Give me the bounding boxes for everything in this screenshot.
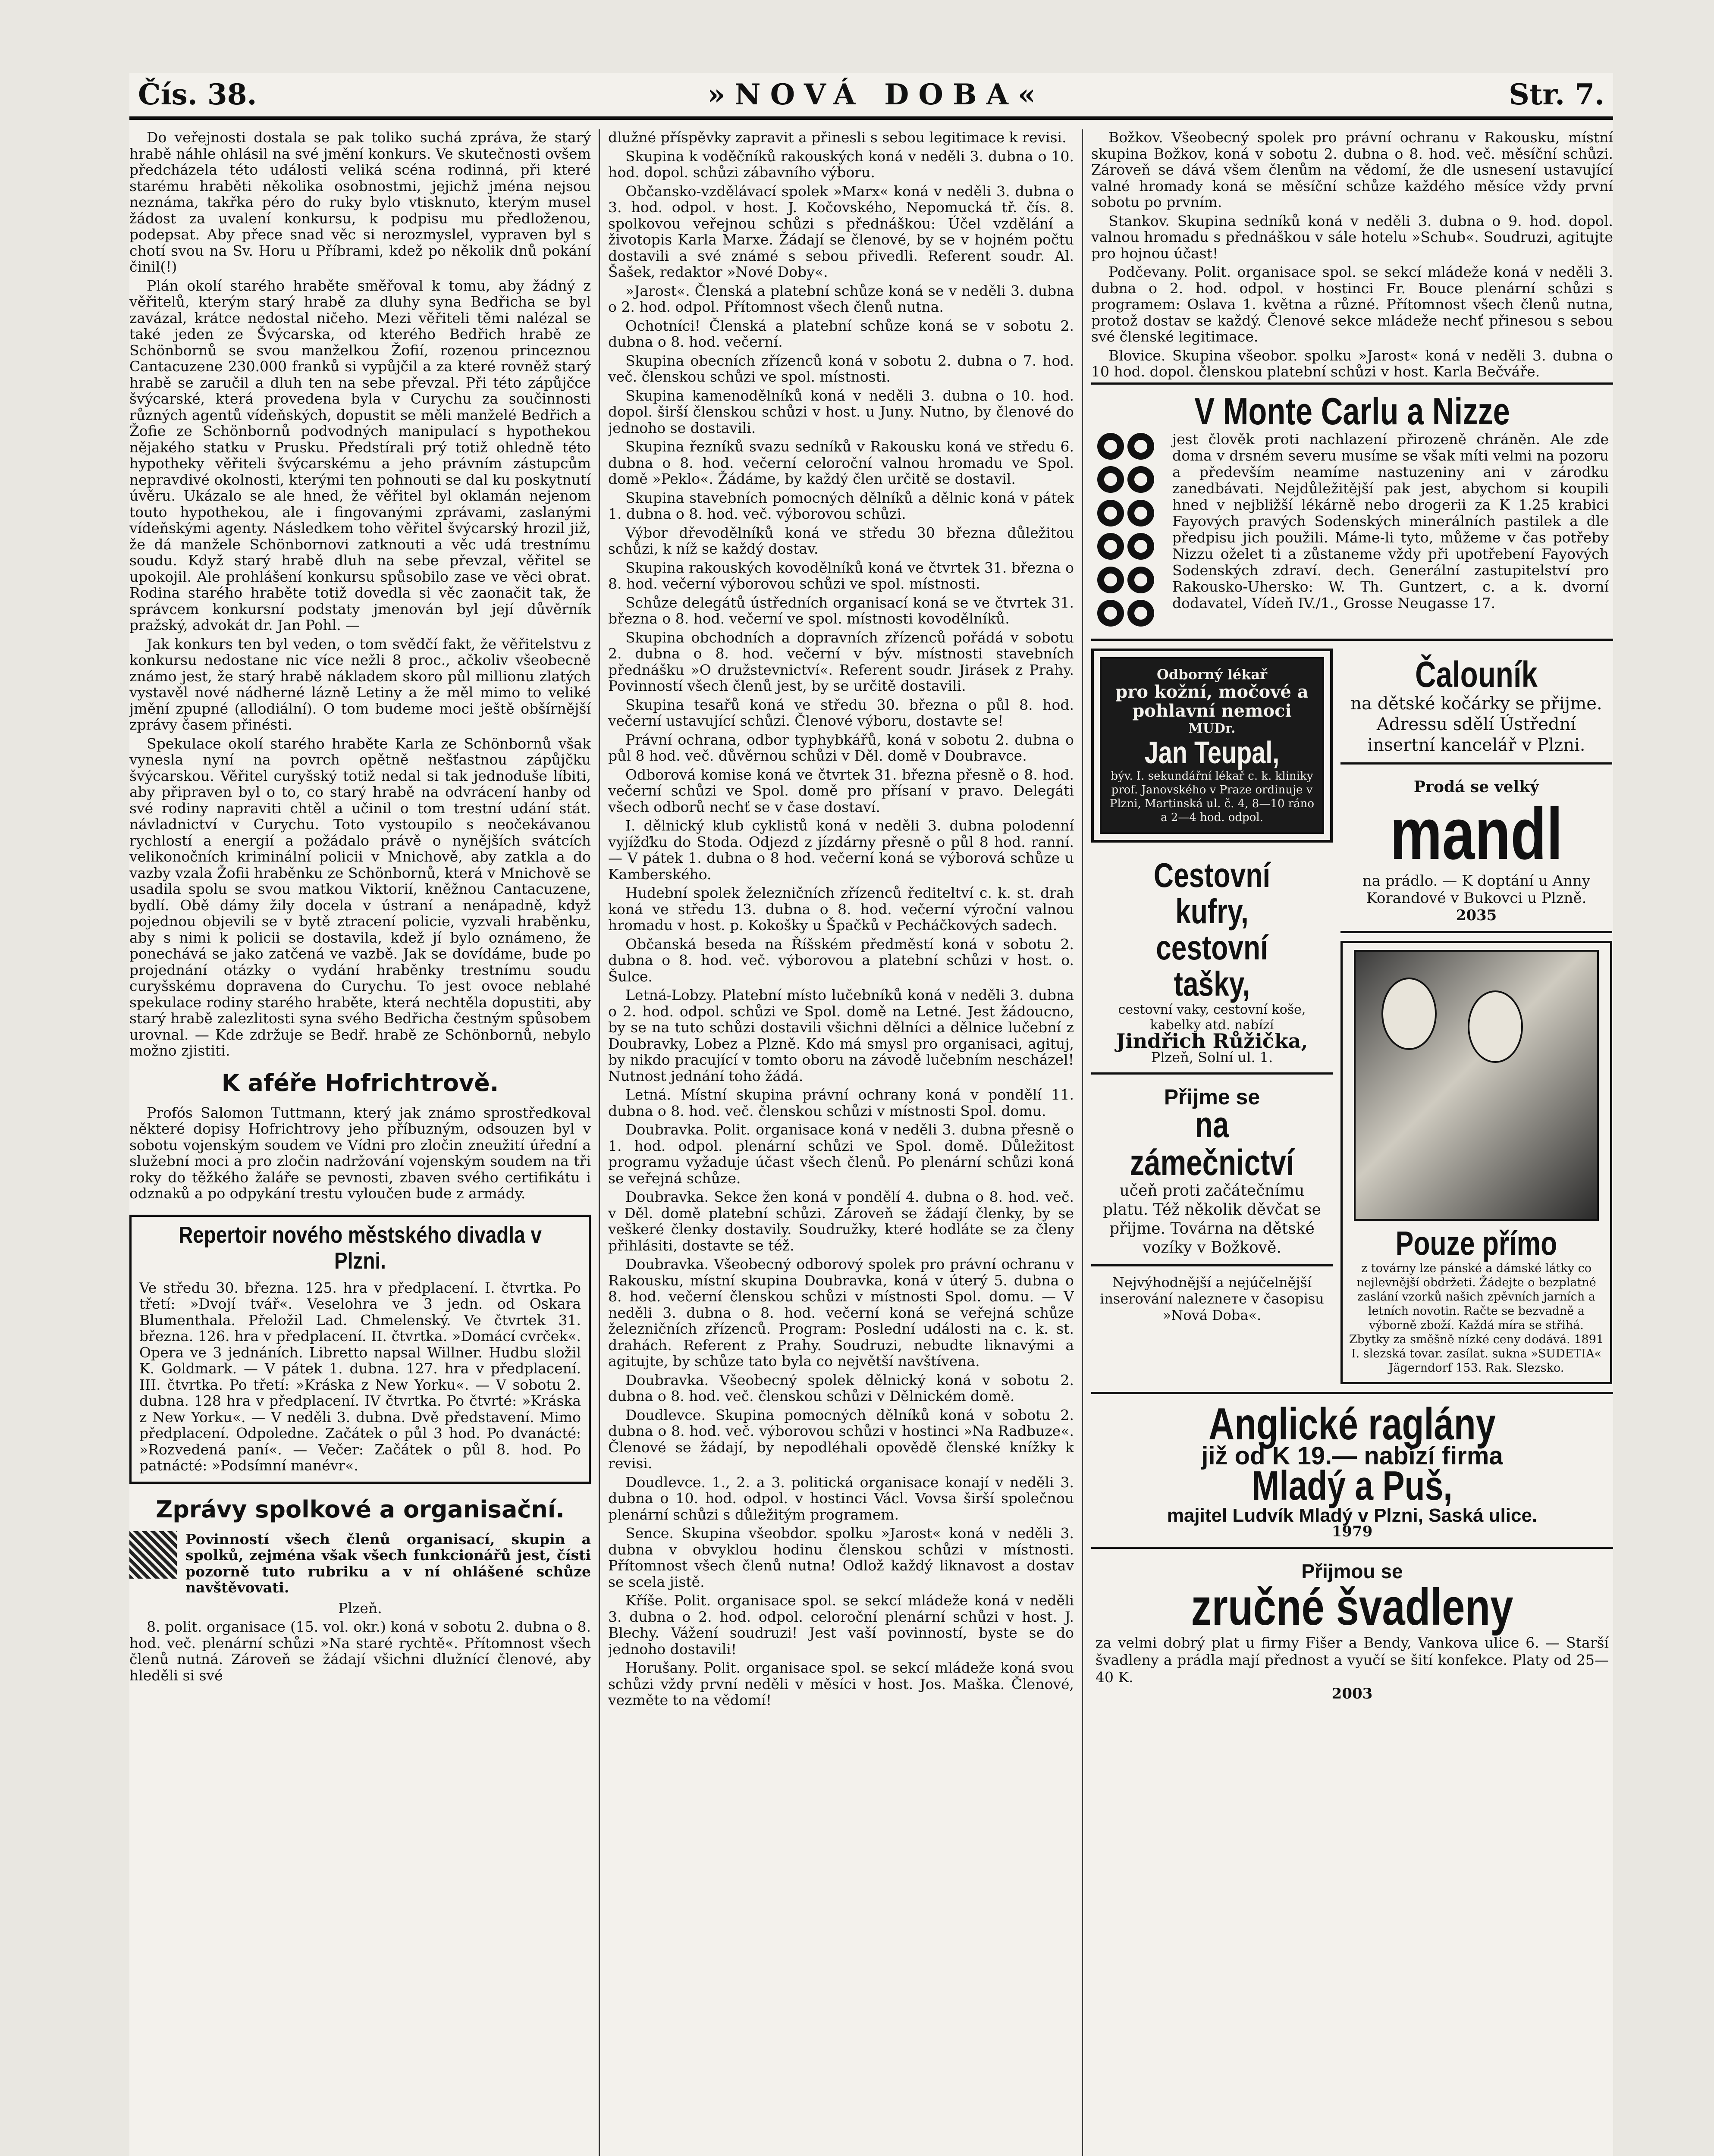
notice-text: Povinností všech členů organisací, skupin a spolků, zejména však všech funkcionářů jest, čísti pozorně tuto rubriku a v ní ohlášené schůze navštěvovati.	[185, 1530, 591, 1596]
bullet-icon	[1097, 567, 1124, 593]
ad-monte-carlo	[1091, 382, 1613, 641]
notice-item: Doudlevce. 1., 2. a 3. politická organisace konají v neděli 3. dubna o 10. hod. odpol. v hostinci Václ. Vovsa širší společnou plenární schůzi s důležitým programem.	[608, 1473, 1074, 1523]
ad-text: jest člověk proti nachlazení přirozeně chráněn. Ale zde doma v drsném severu musíme se však míti velmi na pozoru a především neamíme nastuzeniny ani v zárodku zanedbávati. Nejdůležitější pak jest, abychom si koupili hned v nejbližší lékárně nebo drogerii za K 1.25 krabici Fayových pravých Sodenských minerálních pastilek a dle předpisu jich použili. Máme-li tyto, můžeme v čas potřeby Nizzu oželet ti a zůstaneme vždy při upotřebení Fayových Sodenských zdraví. dech. Generální zastupitelství pro Rakousko-Uhersko: W. Th. Guntzert, c. a k. dvorní dodavatel, Vídeň IV./1., Grosse Neugasse 17.	[1172, 430, 1609, 611]
article-heading: K aféře Hofrichtrově.	[221, 1069, 499, 1097]
ad-name: Jindřich Růžička,	[1116, 1029, 1308, 1053]
bullet-icon	[1127, 533, 1154, 560]
notice-item: Kříše. Polit. organisace spol. se sekcí mládeže koná v neděli 3. dubna o 2. hod. odpol. celoroční plenární schůzi v host. J. Blechy. Vážení soudruzi! Jest vaší povinností, byste se do jednoho dostavili!	[608, 1592, 1074, 1658]
notice-item: I. dělnický klub cyklistů koná v neděli 3. dubna polodenní vyjížďku do Stoda. Odjezd z jízdárny přesně o půl 8 hod. ranní. — V pátek 1. dubna o 8 hod. večerní koná se výborová schůze u Kamberského.	[608, 817, 1074, 883]
ad-line: býv. I. sekundářní lékař c. k. kliniky prof. Janovského v Praze ordinuje v Plzni, Martinská ul. č. 4, 8—10 ráno a 2—4 hod. odpol.	[1110, 770, 1314, 824]
article-paragraph: Spekulace okolí starého hraběte Karla ze Schönbornů však vynesla nyní na povrch opětně nešťastnou zápůjčku švýcarskou. Věřitel curyšský totiž nedal si tak jednoduše líbiti, aby připraven byl o to, co starý hrabě na odvrácení hanby od své rodiny napraviti chtěl a učinil o tom trestní udání stát. návladnictví v Curychu. Toto vystoupilo s neočekávanou rychlostí a energií a požádalo právě o nynějších svátcích velikonočních kriminální policii v Mnichově, aby zatkla a do vazby vzala Žofii hraběnku ze Schönbornů, která v Mnichově se usadila spolu se svou matkou Viktorií, kněžnou Cantacuzene, bydlí. Obě dámy žily docela v ústraní a nenápadně, když pojednou objevili se v bytě ztracení policie, vyzvali hraběnku, aby s nimi k policii se dostavila, kdež jí bylo oznámeno, že ponechává se jako zatčená ve vazbě. Jak se dovídáme, bude po projednání otázky o vydání hraběnky trestnímu soudu curyšskému dopravena do Curychu. To jest ovoce neblahé spekulace rodiny starého hraběte, která nechtěla dopustiti, aby starý hrabě zalezlitosti syna svého Bedřicha čestným spůsobem urovnal. — Kde zdržuje se Bedř. hrabě ze Schönbornů, nebylo možno zjistiti.	[129, 735, 591, 1059]
article-paragraph: 8. polit. organisace (15. vol. okr.) koná v sobotu 2. dubna o 8. hod. več. plenární schůzi »Na staré rychtě«. Přítomnost všech členů nutná. Zároveň se žádají všichni dlužnící členové, aby hleděli si své	[129, 1618, 591, 1684]
bullet-icon	[1127, 567, 1154, 593]
notice-item: Skupina obecních zřízenců koná v sobotu 2. dubna o 7. hod. več. členskou schůzi ve spol. místnosti.	[608, 352, 1074, 385]
article-paragraph: Profós Salomon Tuttmann, který jak známo sprostředkoval některé dopisy Hofrichtrovy jeho příbuzným, odsouzen byl v sobotu vojenským soudem ve Vídni pro zločin zneužití úřední a služební moci a pro zločin nadržování vojenským soudem na tři roky do těžkého žaláře se pevnosti, zbaven svého certifikátu i odznaků a po odpykání trestu vyloučen bude z armády.	[129, 1104, 591, 1202]
notice-item: Doubravka. Všeobecný odborový spolek pro právní ochranu v Rakousku, místní skupina Doubravka, koná v úterý 5. dubna o 8. hod. večerní členskou schůzi v místnosti Spol. domu. — V neděli 3. dubna o 8. hod. večerní koná se veřejná schůze železničních zřízenců. Program: Poslední události na c. k. st. drahách. Referent z Prahy. Soudruzi, nebudte liknavými a agitujte, by schůze tato byla co největší navštívena.	[608, 1256, 1074, 1369]
column-left	[129, 129, 591, 2156]
ad-row	[1091, 649, 1613, 1392]
theatre-repertoire-box	[129, 1215, 591, 1484]
ad-text: cestovní vaky, cestovní koše, kabelky atd. nabízí	[1118, 1002, 1306, 1033]
ad-number: 2003	[1331, 1685, 1373, 1702]
ad-calounik	[1340, 649, 1612, 765]
ad-bullets	[1096, 431, 1165, 632]
ad-number: 2035	[1456, 907, 1497, 924]
ad-line: již od K 19.— nabízí firma	[1201, 1442, 1503, 1470]
section-heading: Zprávy spolkové a organisační.	[156, 1495, 565, 1523]
notice-item: Skupina rakouských kovodělníků koná ve čtvrtek 31. března o 8. hod. večerní výborovou schůzi ve spol. místnosti.	[608, 559, 1074, 592]
ad-title: zručné švadleny	[1191, 1578, 1513, 1636]
ad-title: cestovní tašky,	[1156, 928, 1268, 1003]
column-middle	[608, 129, 1074, 2156]
ad-title: Cestovní kufry,	[1153, 856, 1271, 931]
hatched-ornament-icon	[129, 1531, 177, 1579]
bullet-icon	[1127, 433, 1154, 460]
ad-line: Odborný lékař	[1156, 666, 1268, 683]
notice-item: Letná. Místní skupina právní ochrany koná v pondělí 11. dubna o 8. hod. več. členskou schůzi v místnosti Spol. domu.	[608, 1086, 1074, 1119]
notice-item: Skupina tesařů koná ve středu 30. března o půl 8. hod. večerní ustavující schůzi. Členové výboru, dostavte se!	[608, 696, 1074, 729]
notice-item: Doudlevce. Skupina pomocných dělníků koná v sobotu 2. dubna o 8. hod. več. výborovou schůzi v hostinci »Na Radbuze«. Členové se žádají, by nepodléhali opovědě členské knížky k revisi.	[608, 1406, 1074, 1472]
notice-item: Podčevany. Polit. organisace spol. se sekcí mládeže koná v neděli 3. dubna o 2. hod. odpol. v hostinci Fr. Bouce plenární schůzi s programem: Oslava 1. května a různé. Přítomnost všech členů nutna, protož dostav se každý. Členové sekce mládeže nechť přinesou s sebou své členské legitimace.	[1091, 263, 1613, 345]
article-paragraph: Plán okolí starého hraběte směřoval k tomu, aby žádný z věřitelů, kterým starý hrabě za dluhy syna Bedřicha se byl zavázal, krátce nedostal ničeho. Mezi věřiteli těmi nalézal se také jeden ze Švýcarska, od kterého Bedřich hrabě ze Schönbornů se svou manželkou Žofií, rozenou princeznou Cantacuzene 230.000 franků si vypůjčil a za které rovněž starý hrabě se zaručil a dluh ten na sebe převzal. Při této zápůjčce švýcarské, která provedena byla v Curychu za součinnosti různých agentů vídeňských, dopustit se měli manželé Bedřich a Žofie ze Schönbornů podvodných manipulací s hypothekou nějakého statku v Prusku. Předstírali prý totiž ohledně této hypotheky věřiteli švýcarskému a jeho právním zástupcům nepravdivé okolnosti, kterými ten pohnouti se dal ku poskytnutí úvěru. Ukázalo se ale hned, že věřitel byl oklamán nejenom touto hypothekou, ale i fingovanými zprávami, zaslanými vídeňskými agenty. Následkem toho věřitel švýcarský hrozil již, že dá manžele Schönbornovi zatknouti a věc udá trestnímu soudu. Když starý hrabě dluh na sebe převzal, věřitel se upokojil. Ale prohlášení konkursu spůsobilo zase ve věci obrat. Rodina starého hraběte totiž dovedla si věc zaonačit tak, že správcem konkursní podstaty jmenován byl její důvěrník pražský, advokát dr. Jan Pohl. —	[129, 277, 591, 633]
notice-item: Božkov. Všeobecný spolek pro právní ochranu v Rakousku, místní skupina Božkov, koná v sobotu 2. dubna o 8. hod. več. měsíční schůzi. Zároveň se dává všem členům na vědomí, že dle usnesení ustavující valné hromady koná se měsíční schůze každého měsíce vždy první sobotu po prvním.	[1091, 129, 1613, 210]
ad-pouze-primo	[1340, 941, 1612, 1384]
ad-stack-right	[1340, 649, 1612, 1392]
notice-item: Právní ochrana, odbor typhybkářů, koná v sobotu 2. dubna o půl 8 hod. več. důvěrnou schůzi v Děl. domě v Doubravce.	[608, 731, 1074, 764]
notice-item: Sence. Skupina všeobdor. spolku »Jarost« koná v neděli 3. dubna v obvyklou hodinu členskou schůzi v místnosti. Přítomnost všech členů nutna! Odlož každý liknavost a dostav se scela jistě.	[608, 1525, 1074, 1590]
box-title: Repertoir nového městského divadla v Plzni.	[179, 1222, 542, 1274]
ad-text-body: na prádlo. — K doptání u Anny Korandové v Bukovci u Plzně.	[1362, 872, 1591, 907]
notice-item: Výbor dřevodělníků koná ve středu 30 března důležitou schůzi, k níž se každý dostav.	[608, 524, 1074, 557]
ad-text: na dětské kočárky se přijme. Adressu sdělí Ústřední insertní kancelář v Plzni.	[1350, 694, 1602, 755]
ad-text: za velmi dobrý plat u firmy Fišer a Bendy, Vankova ulice 6. — Starší švadleny a prádla mají přednost a vyučí se šití konfekce. Platy od 25—40 K.	[1096, 1634, 1609, 1686]
bullet-icon	[1127, 500, 1154, 526]
page-header	[129, 73, 1613, 120]
illustration-couple-image	[1354, 950, 1599, 1221]
notice-item: Odborová komise koná ve čtvrtek 31. března přesně o 8. hod. večerní schůzi ve Spol. domě pro přísaní v pravo. Delegáti všech odborů nechť se v čase dostaví.	[608, 766, 1074, 815]
notice-item: Letná-Lobzy. Platební místo lučebníků koná v neděli 3. dubna o 2. hod. odpol. schůzi ve Spol. domě na Letné. Jest žádoucno, by se na tuto schůzi dostavili všichni dělníci a dělnice lučební z Doubravky, Lobez a Plzně. Kdo má smysl pro organisaci, agituj, by nikdo pracující v tomto oboru na závodě lučebním nescházel! Nutnost jednání toho žádá.	[608, 987, 1074, 1084]
masthead-title: »NOVÁ DOBA«	[707, 78, 1045, 111]
article-paragraph: Jak konkurs ten byl veden, o tom svědčí fakt, že věřitelstvu z konkursu nedostane nic více nežli 8 proc., ačkoliv všeobecně známo jest, že starý hrabě nákladem skoro půl millionu zlatých vystavěl nové nádherné lázně Letiny a že měl mimo to veliké jmění zpupné (allodiální). O tom budeme moci ještě obšírnější zprávy časem přinésti.	[129, 635, 591, 733]
ad-title: na zámečnictví	[1130, 1104, 1294, 1183]
ad-title: Anglické raglány	[1209, 1399, 1496, 1449]
notice-item: Občansko-vzdělávací spolek »Marx« koná v neděli 3. dubna o 3. hod. odpol. v host. J. Kočovského, Nepomucká tř. čís. 8. spolkovou veřejnou schůzi s přednáškou: Účel vzdělání a životopis Karla Marxe. Žádají se členové, by se v hojném počtu dostavili a své známé s sebou přivedli. Referent soudr. Al. Šašek, redaktor »Nové Doby«.	[608, 182, 1074, 280]
bullet-icon	[1097, 533, 1124, 560]
ad-pre: Přijmou se	[1301, 1560, 1403, 1583]
ad-stack-left	[1091, 649, 1333, 1392]
ad-title: V Monte Carlu a Nizze	[1194, 389, 1510, 432]
notice-item: Skupina k voděčníků rakouských koná v neděli 3. dubna o 10. hod. dopol. schůzi zábavního výboru.	[608, 147, 1074, 181]
column-right	[1091, 129, 1613, 2156]
bullet-icon	[1097, 500, 1124, 526]
notice-item: Skupina řezníků svazu sedníků v Rakousku koná ve středu 6. dubna o 8. hod. večerní celoroční valnou hromadu ve Spol. domě »Peklo«. Žádáme, by každý člen určitě se dostavil.	[608, 438, 1074, 487]
notice-item: »Jarost«. Členská a platební schůze koná se v neděli 3. dubna o 2. hod. odpol. Přítomnost všech členů nutna.	[608, 282, 1074, 315]
ad-text: učeň proti začátečnímu platu. Též několik děvčat se přijme. Továrna na dětské vozíky v Božkově.	[1103, 1182, 1321, 1257]
notice-item: Stankov. Skupina sedníků koná v neděli 3. dubna o 9. hod. dopol. valnou hromadu s přednáškou v sále hotelu »Schub«. Soudruzi, agitujte pro hojnou účast!	[1091, 212, 1613, 262]
ad-inner	[1100, 657, 1324, 834]
column-divider	[1082, 129, 1083, 2156]
bullet-icon	[1127, 600, 1154, 627]
notice-item: Doubravka. Polit. organisace koná v neděli 3. dubna přesně o 1. hod. odpol. plenární schůzi ve Spol. domě. Důležitost programu vyžaduje účast všech členů. Po plenární schůzi koná se veřejná schůze.	[608, 1121, 1074, 1187]
ad-address: majitel Ludvík Mladý v Plzni, Saská ulice.	[1167, 1505, 1538, 1526]
ad-text: z továrny lze pánské a dámské látky co nejlevnější obdržeti. Žádejte o bezplatné zaslání vzorků našich zpěvních jarních a letních novotin. Račte se bezvadně a výborně zboží. Každá míra se střihá. Zbytky za směšně nízké ceny dodává. 1891 I. slezská tovar. zasílat. sukna »SUDETIA« Jägerndorf 153. Rak. Slezsko.	[1349, 1261, 1604, 1375]
notice-item: Skupina obchodních a dopravních zřízenců pořádá v sobotu 2. dubna o 8. hod. večerní v býv. místnosti stavebních přednášku »O družstevnictví«. Referent soudr. Jirásek z Prahy. Povinností všech členů jest, by se určitě dostavili.	[608, 629, 1074, 694]
ad-firm: Mladý a Puš,	[1252, 1462, 1453, 1509]
page-number: Str. 7.	[1509, 78, 1604, 111]
ad-raglany	[1091, 1392, 1613, 1549]
ad-title: Čalouník	[1415, 654, 1538, 695]
notice-item: Doubravka. Sekce žen koná v pondělí 4. dubna o 8. hod. več. v Děl. domě platební schůzi. Zároveň se žádají členky, by se veškeré členky dostavily. Soudružky, které hodláte se za členy přihlásiti, dostavte se též.	[608, 1188, 1074, 1254]
ad-kufry	[1091, 850, 1333, 1075]
ad-text	[1345, 872, 1608, 924]
ad-inzerce: Nejvýhodnější a nejúčelnější inserování nalezneте v časopisu »Nová Doba«.	[1100, 1274, 1324, 1324]
location-heading: Plzeň.	[338, 1599, 382, 1617]
ad-mandl	[1340, 772, 1612, 933]
article-paragraph: Do veřejnosti dostala se pak toliko suchá zpráva, že starý hrabě náhle ohlásil na své jmění konkurs. Ve skutečnosti ovšem předcházela této události veliká scéna rodinná, při které starému hraběti několika osobnostmi, jejichž jména nejsou neznáma, takřka péro do ruky bylo vtisknuto, kterým musel žádost za uvalení konkursu, k podpisu mu předloženou, podepsat. Aby přece snad věc si nerozmyslel, vypraven byl s chotí svou na Sv. Horu u Příbrami, kdež po několik dnů pokání činil(!)	[129, 129, 591, 275]
ad-svadleny	[1091, 1557, 1613, 1709]
notice-item: Skupina stavebních pomocných dělníků a dělnic koná v pátek 1. dubna o 8. hod. več. výborovou schůzi.	[608, 489, 1074, 522]
bullet-icon	[1097, 600, 1124, 627]
ad-address: Plzeň, Solní ul. 1.	[1151, 1049, 1273, 1065]
column-divider	[599, 129, 600, 2156]
box-text: Ve středu 30. března. 125. hra v předplacení. I. čtvrtka. Po třetí: »Dvojí tvář«. Veselohra ve 3 jedn. od Oskara Blumenthala. Přeložil Lad. Chmelenský. Ve čtvrtek 31. března. 126. hra v předplacení. II. čtvrtka. »Domácí cvrček«. Opera ve 3 jednáních. Libretto napsal Willner. Hudbu složil K. Goldmark. — V pátek 1. dubna. 127. hra v předplacení. III. čtvrtka. Po třetí: »Kráska z New Yorku«. — V sobotu 2. dubna. 128 hra v předplacení. IV čtvrtka. Po čtvrté: »Kráska z New Yorku«. — V neděli 3. dubna. Dvě představení. Mimo předplacení. Odpoledne. Začátek o půl 3 hod. Po dvanácté: »Rozvedená paní«. — Večer: Začátek o půl 8. hod. Po patnácté: »Podsímní manévr«.	[139, 1279, 581, 1474]
notice-item: Schůze delegátů ústředních organisací koná se ve čtvrtek 31. března o 8. hod. večerní ve spol. místnosti kovodělníků.	[608, 594, 1074, 627]
ad-title: mandl	[1390, 793, 1563, 875]
bullet-icon	[1097, 466, 1124, 493]
ad-name: Jan Teupal,	[1144, 735, 1280, 770]
notice-item: dlužné příspěvky zapravit a přinesli s sebou legitimace k revisi.	[608, 129, 1067, 146]
ad-number: 1979	[1331, 1523, 1373, 1540]
ad-pre: Prodá se velký	[1413, 778, 1539, 796]
notice-item: Doubravka. Všeobecný spolek dělnický koná v sobotu 2. dubna o 8. hod. več. členskou schůzi v Dělnickém domě.	[608, 1371, 1074, 1404]
notice-item: Skupina kamenodělníků koná v neděli 3. dubna o 10. hod. dopol. širší členskou schůzi v host. u Juny. Nutno, by členové do jednoho se dostavili.	[608, 387, 1074, 436]
notice-item: Ochotníci! Členská a platební schůze koná se v sobotu 2. dubna o 8. hod. večerní.	[608, 317, 1074, 350]
ad-pre: Přijme se	[1164, 1085, 1260, 1109]
ad-zamecnictvi	[1091, 1082, 1333, 1266]
notice-item: Horušany. Polit. organisace spol. se sekcí mládeže koná svou schůzi vždy první neděli v měsíci v host. Jos. Maška. Členové, vezměte to na vědomí!	[608, 1659, 1074, 1708]
bullet-icon	[1097, 433, 1124, 460]
section-notice	[129, 1531, 591, 1596]
notice-item: Blovice. Skupina všeobor. spolku »Jarost« koná v neděli 3. dubna o 10 hod. dopol. členskou platební schůzi v host. Karla Bečváře.	[1091, 347, 1613, 380]
notice-item: Občanská beseda na Říšském předměstí koná v sobotu 2. dubna o 8. hod. več. výborovou a platební schůzi v host. o. Šulce.	[608, 935, 1074, 985]
issue-number: Čís. 38.	[138, 78, 257, 111]
ad-title: Pouze přímo	[1395, 1224, 1557, 1263]
newspaper-page	[129, 73, 1613, 2156]
ad-doctor-teupal	[1091, 649, 1333, 843]
ad-line: pro kožní, močové a pohlavní nemoci	[1115, 682, 1309, 721]
notice-item: Hudební spolek železničních zřízenců řediteltví c. k. st. drah koná ve středu 13. dubna o 8. hod. večerní výroční valnou hromadu v host. p. Kokošky u Špačků v Pecháčkových sadech.	[608, 884, 1074, 934]
ad-line: MUDr.	[1188, 721, 1236, 736]
bullet-icon	[1127, 466, 1154, 493]
